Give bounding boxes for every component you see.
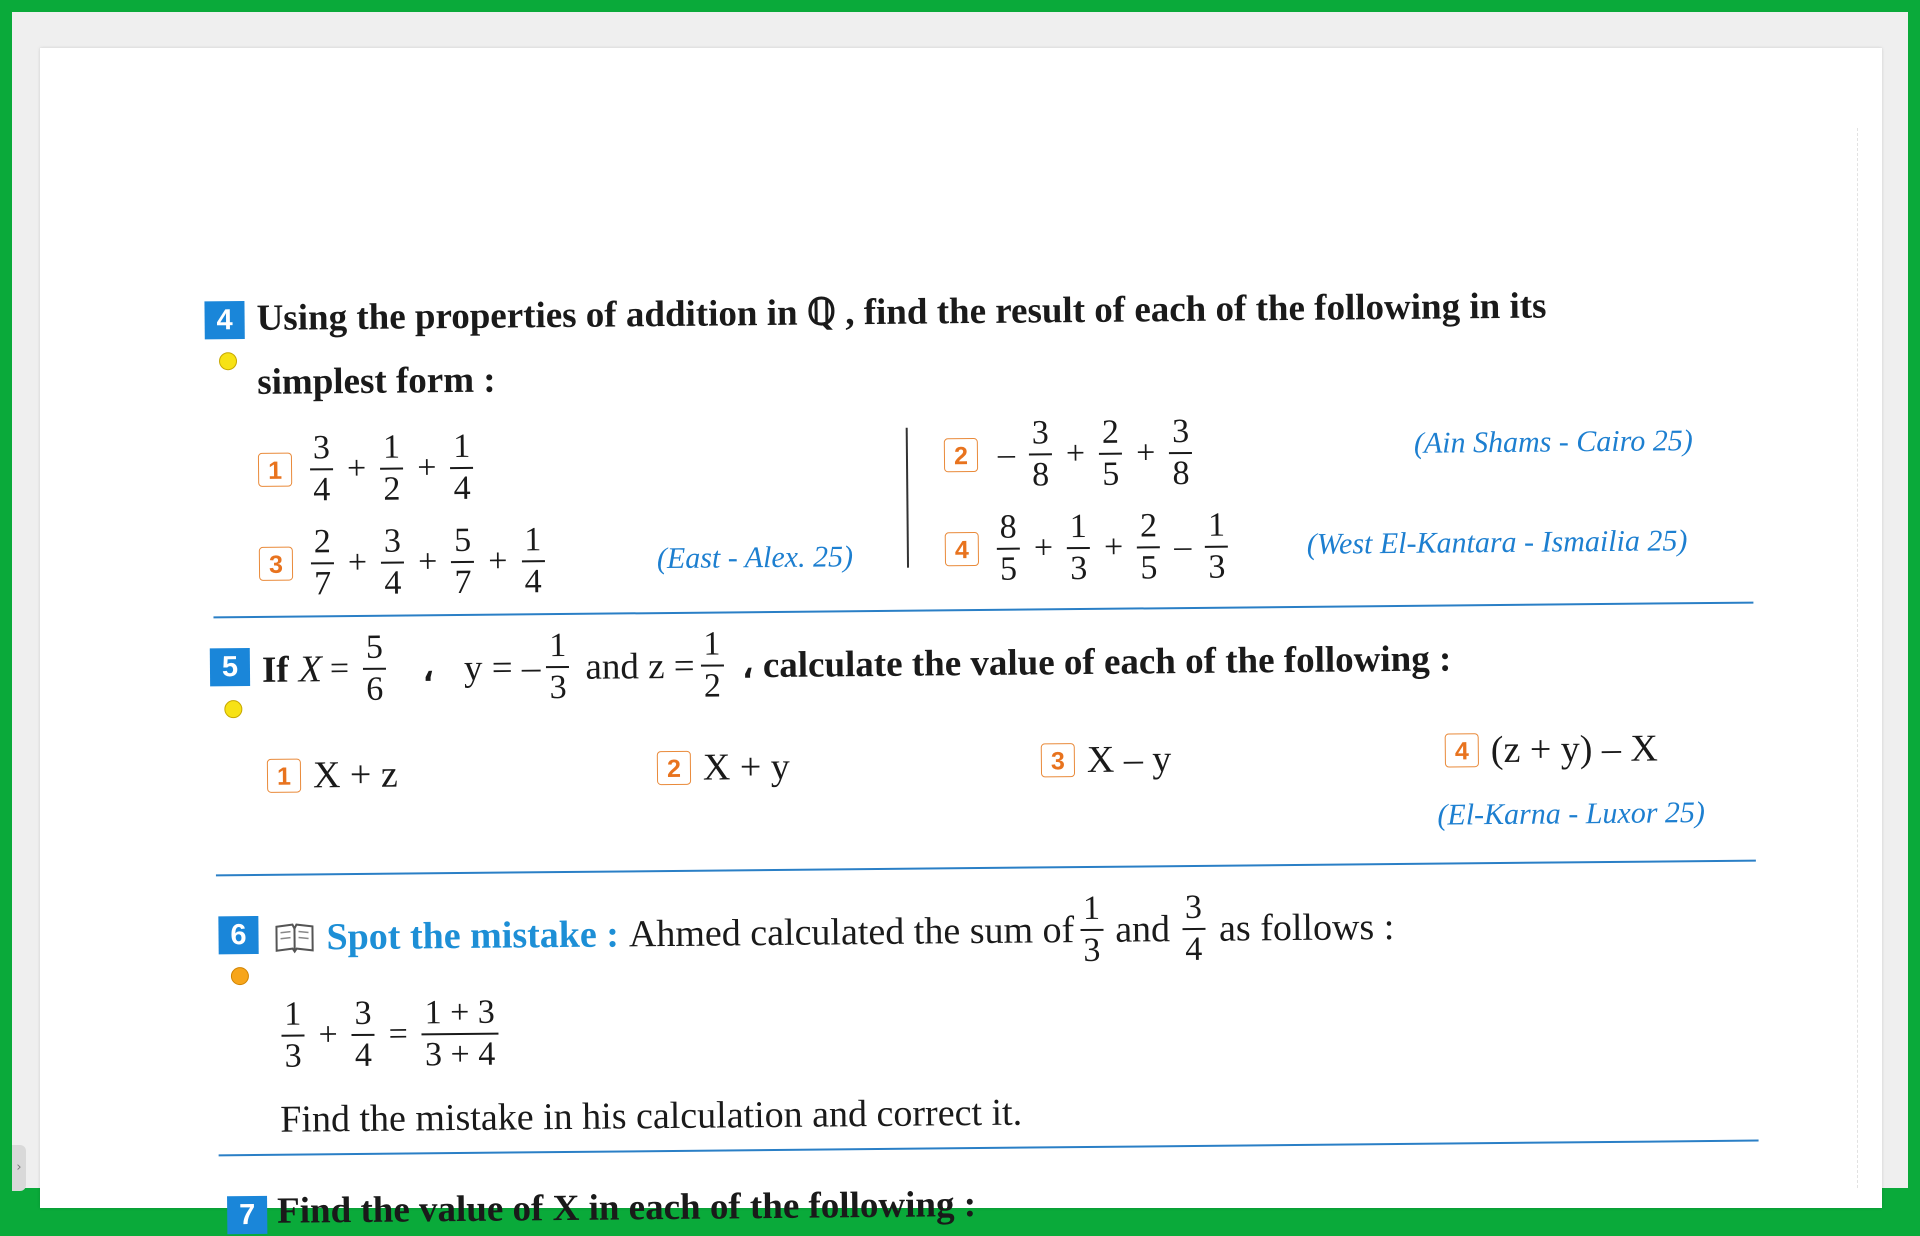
fraction: $\frac{3}{4}$ <box>351 997 375 1073</box>
item-label: 2 <box>657 751 691 785</box>
question-number-5: 5 <box>210 648 250 686</box>
difficulty-dot-6 <box>231 967 249 985</box>
fraction: $\frac{3}{8}$ <box>1169 415 1193 491</box>
scanned-page <box>40 48 1882 1208</box>
fraction: $\frac{2}{5}$ <box>1099 416 1123 492</box>
open-book-icon <box>274 920 314 954</box>
item-label: 3 <box>1041 743 1075 777</box>
q5-statement: If X = $\frac{5}{6}$ ، y = – $\frac{1}{3}$ and z = $\frac{1}{2}$ ، calculate the value of each of the following : <box>262 618 1452 709</box>
q5-item-2: 2 X + y <box>657 727 791 808</box>
section-divider <box>216 860 1756 876</box>
question-number-4: 4 <box>204 301 244 339</box>
fraction: $\frac{2}{7}$ <box>311 525 335 601</box>
fraction: $\frac{1 + 3}{3 + 4}$ <box>421 996 498 1073</box>
fraction: $\frac{1}{3}$ <box>1080 892 1104 968</box>
q4-item-1: 1 $\frac{3}{4}$ + $\frac{1}{2}$ + $\frac{1}{4}$ <box>258 428 480 510</box>
q4-title-line2: simplest form : <box>257 359 496 404</box>
q5-item-4: 4 (z + y) – X <box>1444 709 1658 791</box>
fraction: $\frac{3}{4}$ <box>310 431 334 507</box>
fraction: $\frac{1}{2}$ <box>380 431 404 507</box>
difficulty-dot-5 <box>224 700 242 718</box>
fraction: $\frac{3}{4}$ <box>1182 891 1206 967</box>
q7-title-partial: Find the value of X in each of the following : <box>277 1183 976 1233</box>
source-el-karna: (El-Karna - Luxor 25) <box>1437 796 1705 833</box>
source-west-el-kantara: (West El-Kantara - Ismailia 25) <box>1307 524 1688 562</box>
fraction: $\frac{1}{3}$ <box>1067 510 1091 586</box>
section-divider <box>213 602 1753 618</box>
q6-instruction: Find the mistake in his calculation and correct it. <box>280 1073 1023 1160</box>
fraction: $\frac{1}{2}$ <box>700 627 724 703</box>
item-label: 3 <box>259 547 293 581</box>
question-number-7: 7 <box>227 1196 267 1234</box>
q6-calculation: $\frac{1}{3}$ + $\frac{3}{4}$ = $\frac{1 + 3}{3 + 4}$ <box>275 994 504 1076</box>
document-canvas <box>12 12 1908 1188</box>
question-number-6: 6 <box>218 916 258 954</box>
q6-statement: Spot the mistake : Ahmed calculated the sum of $\frac{1}{3}$ and $\frac{3}{4}$ as follows : <box>270 887 1394 978</box>
fraction: $\frac{1}{3}$ <box>1205 509 1229 585</box>
fraction: $\frac{8}{5}$ <box>996 511 1020 587</box>
q4-item-2: 2 – $\frac{3}{8}$ + $\frac{2}{5}$ + $\frac{3}{8}$ <box>944 413 1199 495</box>
spot-the-mistake-label: Spot the mistake : <box>326 912 619 959</box>
item-label: 1 <box>267 759 301 793</box>
q4-item-4: 4 $\frac{8}{5}$ + $\frac{1}{3}$ + $\frac{2}{5}$ – $\frac{1}{3}$ <box>944 507 1234 590</box>
column-divider <box>906 428 909 568</box>
chevron-right-icon[interactable]: › <box>12 1145 26 1191</box>
fraction: $\frac{1}{4}$ <box>521 523 545 599</box>
item-label: 4 <box>945 532 979 566</box>
q4-item-3: 3 $\frac{2}{7}$ + $\frac{3}{4}$ + $\frac{5}{7}$ + $\frac{1}{4}$ <box>259 521 551 604</box>
item-label: 1 <box>258 453 292 487</box>
item-label: 4 <box>1445 733 1479 767</box>
q5-item-1: 1 X + z <box>267 735 399 816</box>
page-content <box>40 30 1893 1208</box>
fraction: $\frac{2}{5}$ <box>1137 509 1161 585</box>
fraction: $\frac{1}{3}$ <box>281 998 305 1074</box>
item-label: 2 <box>944 438 978 472</box>
fraction: $\frac{3}{4}$ <box>381 525 405 601</box>
difficulty-dot-4 <box>219 352 237 370</box>
fraction: $\frac{5}{6}$ <box>363 631 387 707</box>
q4-title-line1: Using the properties of addition in ℚ , find the result of each of the following in its <box>256 284 1546 340</box>
fraction: $\frac{3}{8}$ <box>1029 416 1053 492</box>
fraction: $\frac{1}{4}$ <box>450 430 474 506</box>
source-ain-shams: (Ain Shams - Cairo 25) <box>1414 424 1693 461</box>
fraction: $\frac{1}{3}$ <box>546 629 570 705</box>
source-east-alex: (East - Alex. 25) <box>657 540 853 576</box>
fraction: $\frac{5}{7}$ <box>451 524 475 600</box>
q5-item-3: 3 X – y <box>1041 719 1172 800</box>
